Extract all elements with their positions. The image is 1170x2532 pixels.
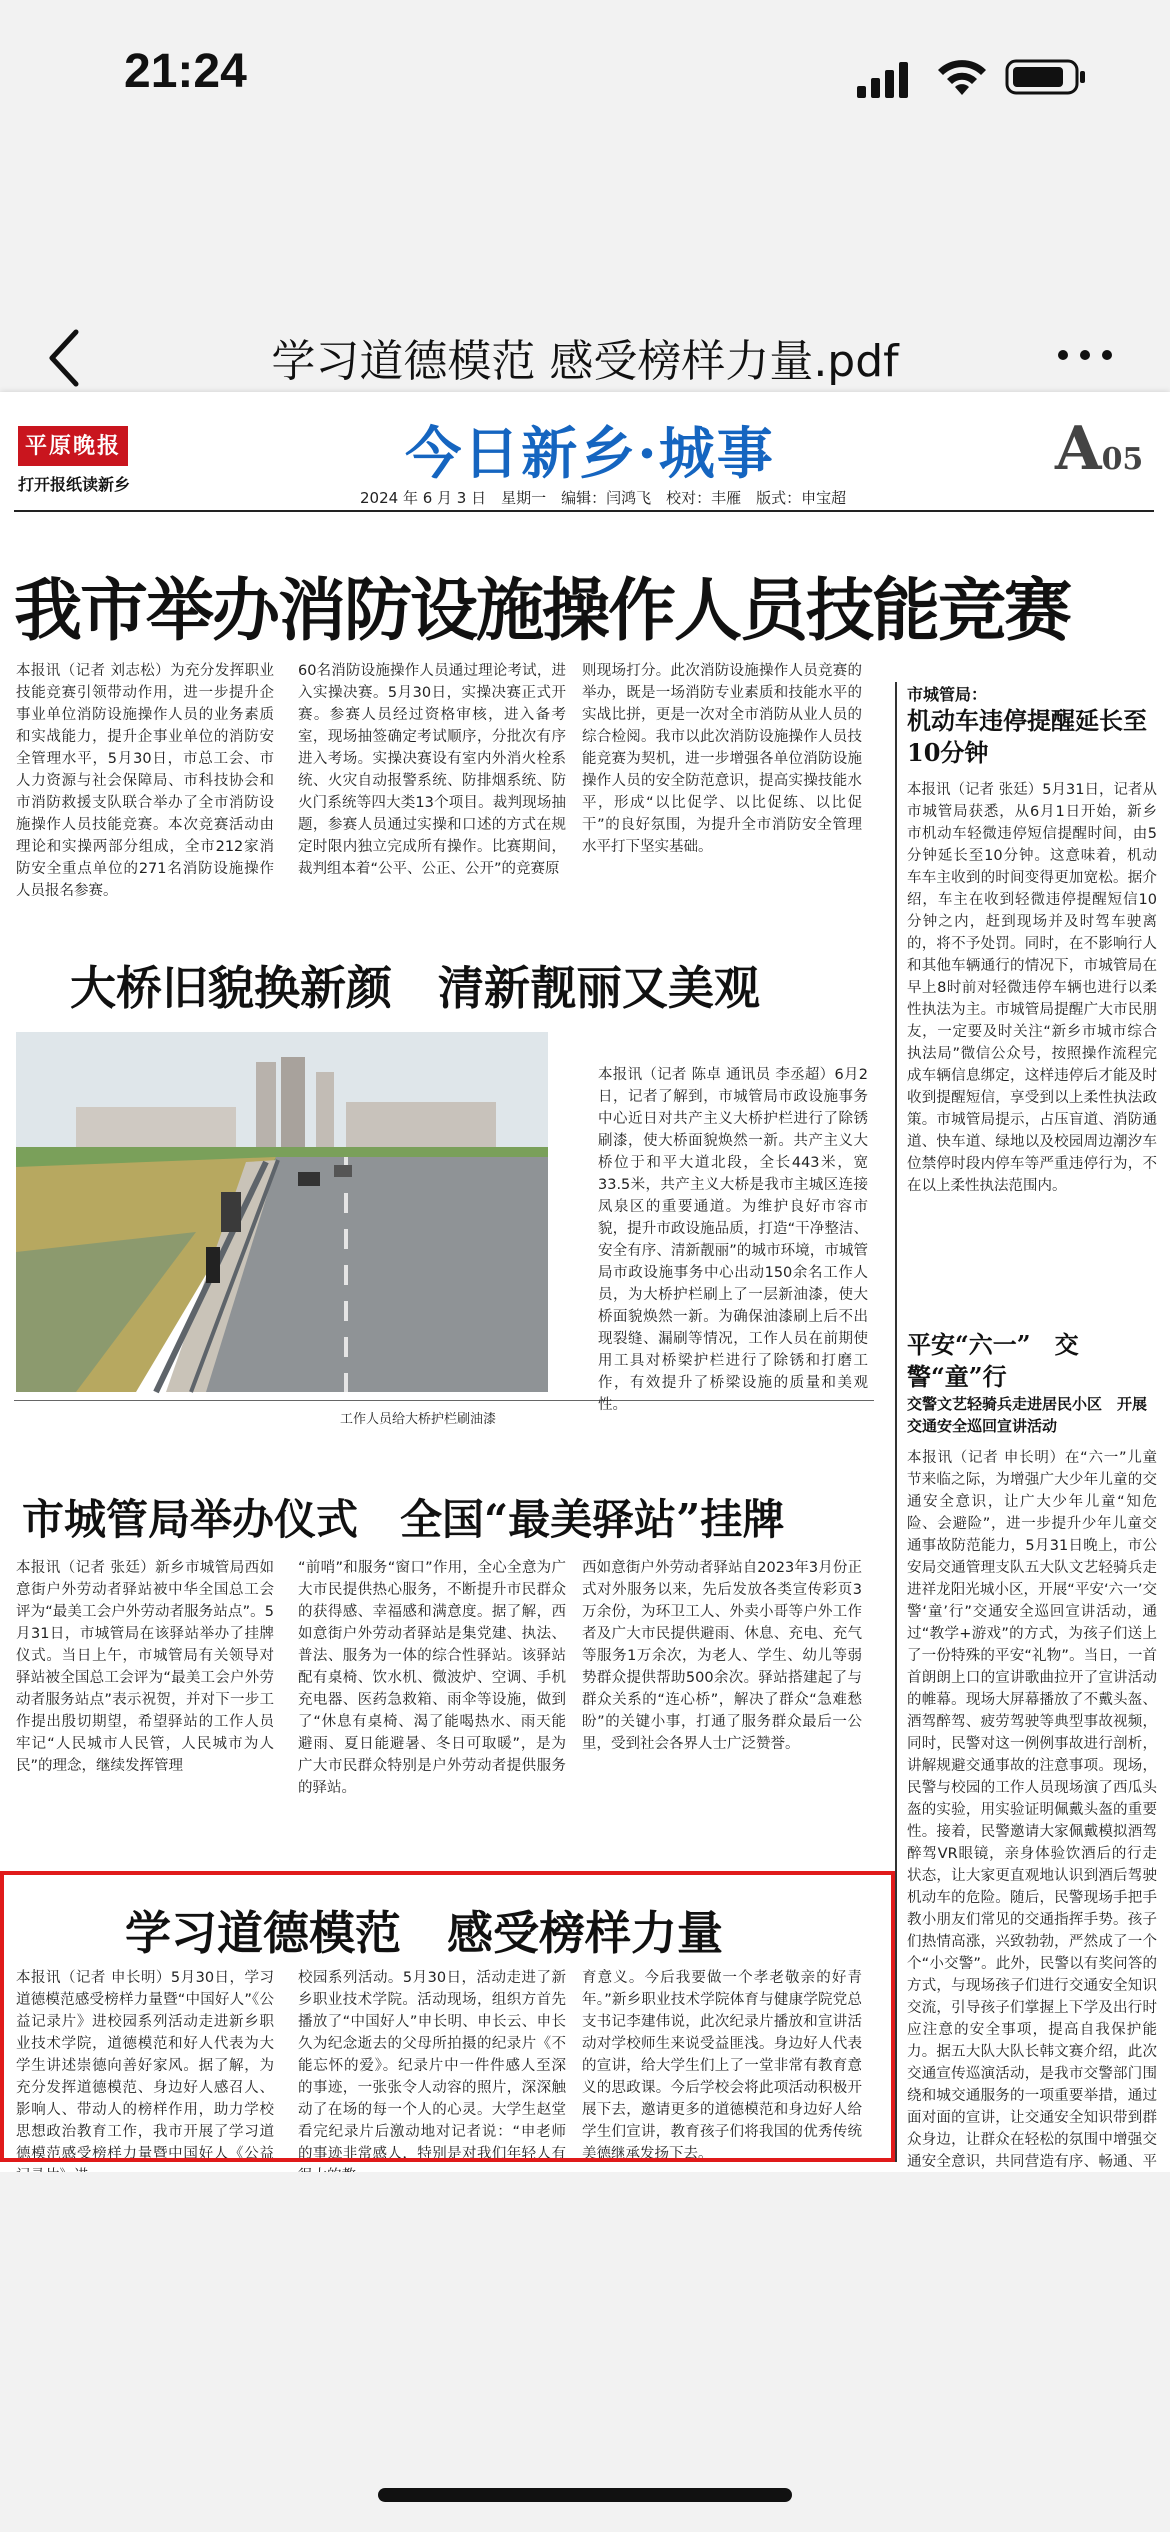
article3-col2: “前哨”和服务“窗口”作用，全心全意为广大市民提供热心服务，不断提升市民群众的获得感、幸福感和满意度。据了解，西如意街户外劳动者驿站是集党建、执法、普法、服务为一体的综合性驿站。该驿站配有桌椅、饮水机、微波炉、空调、手机充电器、医药急救箱、雨伞等设施，做到了“休息有桌椅、渴了能喝热水、雨天能避雨、夏日能避暑、冬日可取暖”，是为广大市民群众特别是户外劳动者提供服务的驿站。 [298, 1560, 566, 1796]
highlight-box [0, 1871, 895, 2162]
newspaper-logo: 平原晚报 [18, 426, 128, 466]
sidebar1-kicker: 市城管局： [907, 685, 988, 704]
article2-text: 本报讯（记者 陈卓 通讯员 李丞超）6月2日，记者了解到，市城管局市政设施事务中心近日对共产主义大桥护栏进行了除锈刷漆，使大桥面貌焕然一新。共产主义大桥位于和平大道北段，全长443米，宽33.5米，共产主义大桥是我市主城区连接凤泉区的重要通道。为维护良好市容市貌，提升市政设施品质，打造“干净整洁、安全有序、清新靓丽”的城市环境，市城管局市政设施事务中心出动150余名工作人员，为大桥护栏刷上了一层新油漆，使大桥面貌焕然一新。为确保油漆刷上后不出现裂缝、漏刷等情况，工作人员在前期使用工具对桥梁护栏进行了除锈和打磨工作，有效提升了桥梁设施的质量和美观性。 [598, 1067, 868, 1413]
article1-col2: 60名消防设施操作人员通过理论考试，进入实操决赛。5月30日，实操决赛正式开赛。参赛人员经过资格审核，进入备考室，现场抽签确定考试顺序，分批次有序进入考场。实操决赛设有室内外消火栓系统、火灾自动报警系统、防排烟系统、防火门系统等四大类13个项目。裁判现场抽题，参赛人员通过实操和口述的方式在规定时限内独立完成所有操作。比赛期间，裁判组本着“公平、公正、公开”的竞赛原 [298, 663, 566, 877]
sidebar2-body: 本报讯（记者 申长明）在“六一”儿童节来临之际，为增强广大少年儿童的交通安全意识，让广大少年儿童“知危险、会避险”，进一步提升少年儿童交通事故防范能力，5月31日晚上，市公安局交通管理支队五大队文艺轻骑兵走进祥龙阳光城小区，开展“平安‘六一’交警‘童’行”交通安全巡回宣讲活动，通过“教学+游戏”的方式，为孩子们送上了一份特殊的平安“礼物”。当日，一首首朗朗上口的宣讲歌曲拉开了宣讲活动的帷幕。现场大屏幕播放了不戴头盔、酒驾醉驾、疲劳驾驶等典型事故视频，同时，民警对这一例例事故进行剖析，讲解规避交通事故的注意事项。现场，民警与校园的工作人员现场演了西瓜头盔的实验，用实验证明佩戴头盔的重要性。接着，民警邀请大家佩戴模拟酒驾醉驾VR眼镜，亲身体验饮酒后的行走状态，让大家更直观地认识到酒后驾驶机动车的危险。随后，民警现场手把手教小朋友们常见的交通指挥手势。孩子们热情高涨，兴致勃勃，严然成了一个个“小交警”。此外，民警以有奖问答的方式，与现场孩子们进行交通安全知识交流，引导孩子们掌握上下学及出行时应注意的安全事项，提高自我保护能力。据五大队大队长韩文赛介绍，此次交通宣传巡演活动，是我市交警部门围绕和城交通服务的一项重要举措，通过面对面的宣讲，让交通安全知识带到群众身边，让群众在轻松的氛围中增强交通安全意识，共同营造有序、畅通、平 [907, 1450, 1157, 2170]
sidebar2-subheadline: 交警文艺轻骑兵走进居民小区 开展交通安全巡回宣讲活动 [907, 1395, 1148, 1435]
article1-col3: 则现场打分。此次消防设施操作人员竞赛的举办，既是一场消防专业素质和技能水平的实战比拼，更是一次对全市消防从业人员的综合检阅。我市以此次消防设施操作人员技能竞赛为契机，进一步增强各单位消防设施操作人员的安全防范意识，提高实操技能水平，形成“以比促学、以比促练、以比促干”的良好氛围，为提升全市消防安全管理水平打下坚实基础。 [582, 663, 862, 855]
article3-col1: 本报讯（记者 张廷）新乡市城管局西如意街户外劳动者驿站被中华全国总工会评为“最美工会户外劳动者服务站点”。5月31日，市城管局在该驿站举办了挂牌仪式。当日上午，市城管局有关领导对驿站被全国总工会评为“最美工会户外劳动者服务站点”表示祝贺，并对下一步工作提出殷切期望，希望驿站的工作人员牢记“人民城市人民管，人民城市为人民”的理念，继续发挥管理 [16, 1560, 274, 1774]
viewer-background [0, 2172, 1170, 2532]
dateline: 2024 年 6 月 3 日 星期一 编辑：闫鸿飞 校对：丰雁 版式：申宝超 [360, 489, 847, 507]
sidebar1-body: 本报讯（记者 张廷）5月31日，记者从市城管局获悉，从6月1日开始，新乡市机动车轻微违停短信提醒时间，由5分钟延长至10分钟。这意味着，机动车车主收到的时间变得更加宽松。据介绍，车主在收到轻微违停提醒短信10分钟之内，赶到现场并及时驾车驶离的，将不予处罚。同时，在不影响行人和其他车辆通行的情况下，市城管局在早上8时前对轻微违停车辆也进行以柔性执法为主。市城管局提醒广大市民朋友，一定要及时关注“新乡市城市综合执法局”微信公众号，按照操作流程完成车辆信息绑定，这样违停后才能及时收到提醒短信，享受到以上柔性执法政策。市城管局提示，占压盲道、消防通道、快车道、绿地以及校园周边潮汐车位禁停时段内停车等严重违停行为，不在以上柔性执法范围内。 [907, 782, 1157, 1194]
article1-col1: 本报讯（记者 刘志松）为充分发挥职业技能竞赛引领带动作用，进一步提升企事业单位消防设施操作人员的业务素质和实战能力，提升企事业单位的消防安全管理水平，5月30日，市总工会、市人力资源与社会保障局、市科技协会和市消防救援支队联合举办了全市消防设施操作人员技能竞赛。本次竞赛活动由理论和实操两部分组成，全市212家消防安全重点单位的271名消防设施操作人员报名参赛。 [16, 663, 274, 899]
bridge-photo [16, 1032, 548, 1392]
article4-col1: 本报讯（记者 申长明）5月30日，学习道德模范感受榜样力量暨“中国好人”《公益记录片》进校园系列活动走进新乡职业技术学院，道德模范和好人代表为大学生讲述崇德向善好家风。据了解，为充分发挥道德模范、身边好人感召人、影响人、带动人的榜样作用，助力学校思想政治教育工作，我市开展了学习道德模范感受榜样力量暨中国好人《公益 [16, 1970, 274, 2162]
headline-moral-models: 学习道德模范 感受榜样力量 [125, 1906, 723, 1960]
page-number: A05 [1055, 414, 1144, 484]
nav-bar [0, 150, 1170, 387]
pdf-page[interactable] [0, 392, 1170, 2172]
sidebar2-headline: 平安“六一” 交警“童”行 [907, 1330, 1079, 1391]
cellular-signal-icon [855, 60, 915, 100]
document-title: 学习道德模范 感受榜样力量.pdf [271, 336, 899, 387]
headline-bridge: 大桥旧貌换新颜 清新靓丽又美观 [70, 961, 760, 1015]
battery-icon [1005, 58, 1087, 96]
section-title: 今日新乡·城事 [405, 421, 775, 487]
status-bar [0, 0, 1170, 150]
back-chevron-icon[interactable] [40, 318, 90, 398]
article4-col2: 校园系列活动。5月30日，活动走进了新乡职业技术学院。活动现场，组织方首先播放了“中国好人”申长明、申长云、申长久为纪念逝去的父母所拍摄的纪录片《不能忘怀的爱》。纪录片中一件件感人至深的事迹，一张张令人动容的照片，深深触动了在场的每一个人的心灵。大学生赵堂看完纪录片后激动地对记者说：“申老师的事迹非常感人，特别是对我们年轻人有 [298, 1970, 566, 2162]
more-options-icon[interactable] [1055, 335, 1115, 375]
sidebar-column [895, 682, 1160, 2170]
article3-col3: 西如意街户外劳动者驿站自2023年3月份正式对外服务以来，先后发放各类宣传彩页3万余份，为环卫工人、外卖小哥等户外工作者及广大市民提供避雨、休息、充电、充气等服务1万余次，为老人、学生、幼儿等弱势群众提供帮助500余次。驿站搭建起了与群众关系的“连心桥”，解决了群众“急难愁盼”的关键小事，打通了服务群众最后一公里，受到社会各界人士广泛赞誉。 [582, 1560, 862, 1752]
divider [14, 510, 1154, 512]
newspaper-slogan: 打开报纸读新乡 [18, 475, 131, 494]
newspaper-masthead [0, 392, 1170, 512]
headline-station: 市城管局举办仪式 全国“最美驿站”挂牌 [22, 1495, 785, 1544]
status-time: 21:24 [124, 45, 247, 98]
headline-fire-competition: 我市举办消防设施操作人员技能竞赛 [14, 571, 1071, 651]
home-indicator[interactable] [378, 2488, 792, 2502]
wifi-icon [935, 55, 989, 99]
article4-col3: 育意义。今后我要做一个孝老敬亲的好青年。”新乡职业技术学院体育与健康学院党总支书记李建伟说，此次纪录片播放和宣讲活动对学校师生来说受益匪浅。身边好人代表的宣讲，给大学生们上了一堂非常有教育意义的思政课。今后学校会将此项活动积极开展下去，邀请更多的道德模范和身边好人给学生们宣讲，教育孩子们将我国的优秀传统美德继承发扬下去。 [582, 1970, 862, 2162]
sidebar1-headline: 机动车违停提醒延长至10分钟 [907, 706, 1147, 767]
photo-caption: 工作人员给大桥护栏刷油漆 [340, 1412, 497, 1427]
